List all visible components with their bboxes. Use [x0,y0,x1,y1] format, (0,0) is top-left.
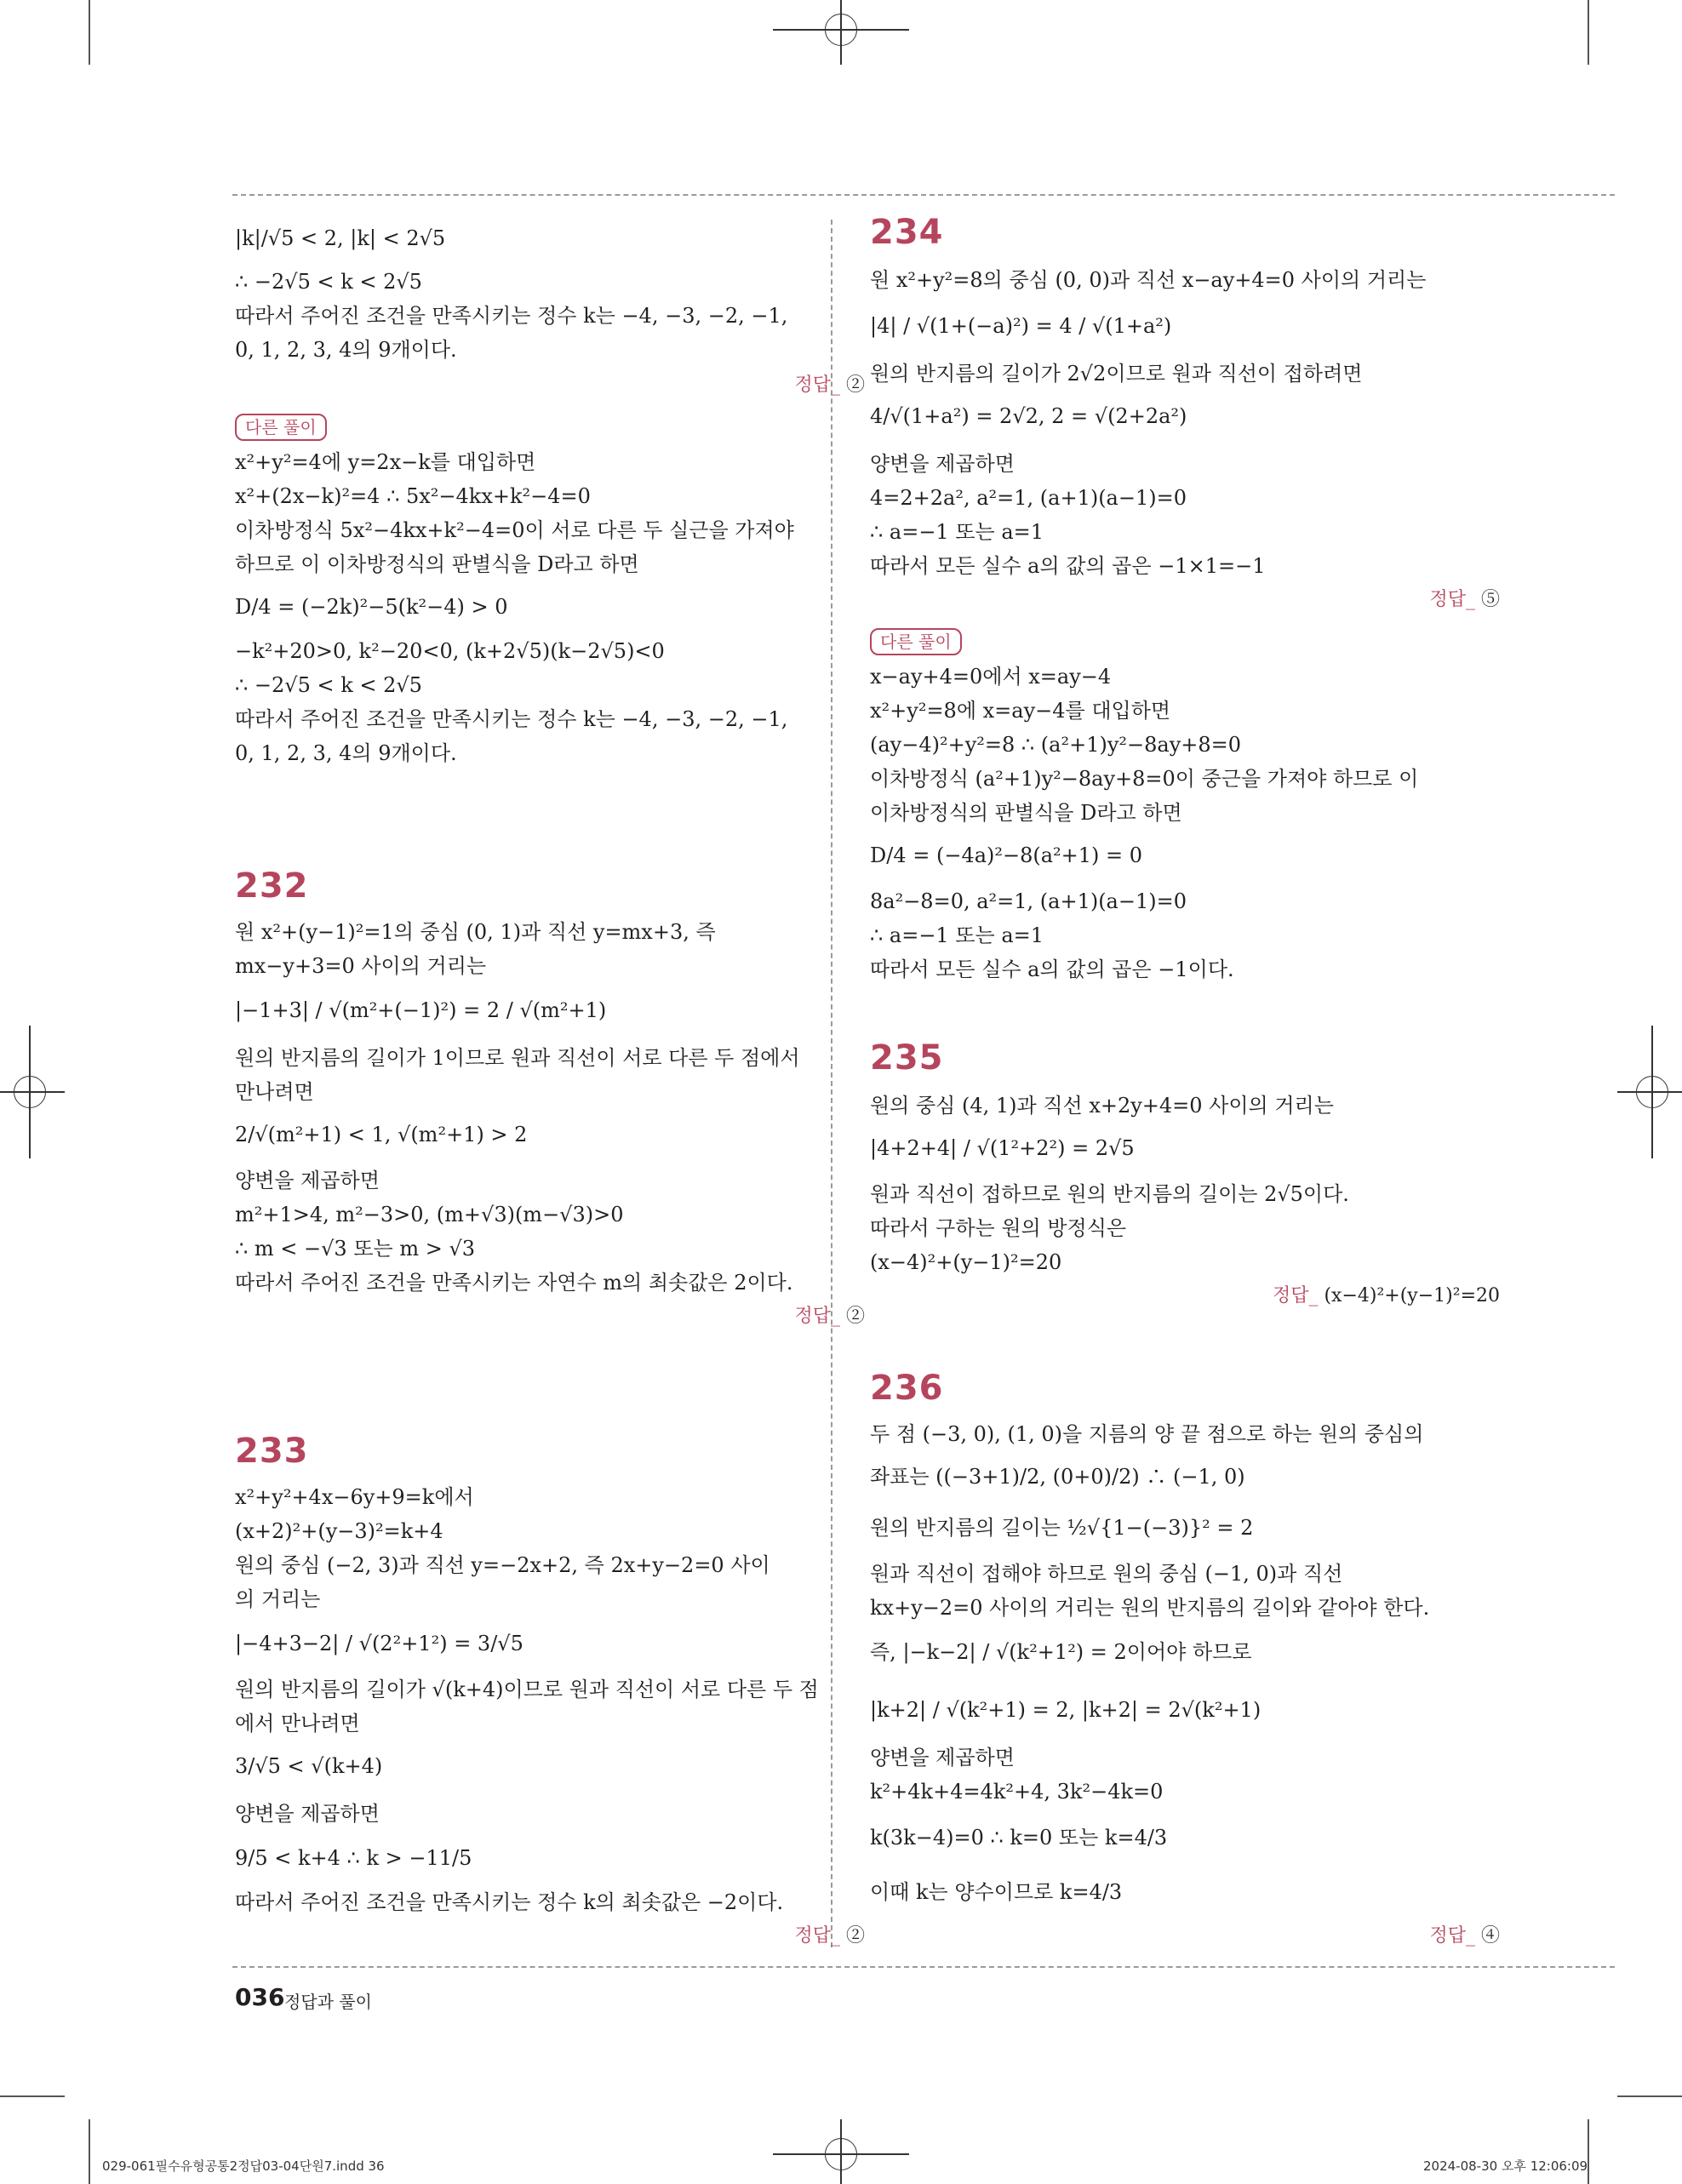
crop-mark [89,0,90,65]
alternative-solution-badge: 다른 풀이 [870,628,962,655]
text-line: 따라서 모든 실수 a의 값의 곱은 −1×1=−1 [870,554,1266,578]
math-line: |4+2+4| / √(1²+2²) = 2√5 [870,1136,1135,1160]
math-line: 4=2+2a², a²=1, (a+1)(a−1)=0 [870,486,1187,510]
text-line: 따라서 주어진 조건을 만족시키는 정수 k의 최솟값은 −2이다. [235,1890,784,1914]
text-line: 이차방정식 (a²+1)y²−8ay+8=0이 중근을 가져야 하므로 이 [870,767,1419,791]
math-line: (ay−4)²+y²=8 ∴ (a²+1)y²−8ay+8=0 [870,733,1242,757]
top-divider [232,194,1615,196]
page-footer-title: 정답과 풀이 [284,1992,372,2012]
page-number: 036 [235,1983,285,2011]
text-line: 원과 직선이 접하므로 원의 반지름의 길이는 2√5이다. [870,1182,1349,1206]
math-line: 8a²−8=0, a²=1, (a+1)(a−1)=0 [870,889,1187,913]
text-line: 원의 중심 (4, 1)과 직선 x+2y+4=0 사이의 거리는 [870,1094,1334,1118]
text-line: 원의 반지름의 길이가 2√2이므로 원과 직선이 접하려면 [870,362,1363,386]
math-line: |−1+3| / √(m²+(−1)²) = 2 / √(m²+1) [235,998,607,1022]
text-line: 따라서 주어진 조건을 만족시키는 자연수 m의 최솟값은 2이다. [235,1271,793,1295]
text-line: 원의 중심 (−2, 3)과 직선 y=−2x+2, 즉 2x+y−2=0 사이 [235,1553,770,1577]
problem-number-235: 235 [870,1038,944,1078]
math-line: ∴ a=−1 또는 a=1 [870,520,1044,544]
text-line: 양변을 제곱하면 [870,452,1015,476]
problem-number-236: 236 [870,1369,944,1408]
math-line: ∴ −2√5 < k < 2√5 [235,673,422,697]
text-line: mx−y+3=0 사이의 거리는 [235,954,487,978]
answer-236: 정답_ ④ [1429,1925,1500,1947]
math-line: x−ay+4=0에서 x=ay−4 [870,665,1112,689]
crop-mark [1588,0,1589,65]
text-line: 따라서 주어진 조건을 만족시키는 정수 k는 −4, −3, −2, −1, [235,707,788,731]
math-line: m²+1>4, m²−3>0, (m+√3)(m−√3)>0 [235,1203,624,1226]
math-line: ∴ −2√5 < k < 2√5 [235,270,422,294]
text-line: 원 x²+y²=8의 중심 (0, 0)과 직선 x−ay+4=0 사이의 거리는 [870,268,1427,292]
math-line: 원의 반지름의 길이는 ½√{1−(−3)}² = 2 [870,1516,1254,1540]
math-line: |k+2| / √(k²+1) = 2, |k+2| = 2√(k²+1) [870,1698,1262,1722]
text-line: 따라서 주어진 조건을 만족시키는 정수 k는 −4, −3, −2, −1, [235,304,788,328]
text-line: 이차방정식 5x²−4kx+k²−4=0이 서로 다른 두 실근을 가져야 [235,518,794,542]
math-line: ∴ m < −√3 또는 m > √3 [235,1237,476,1261]
problem-number-234: 234 [870,213,944,252]
text-line: 양변을 제곱하면 [235,1802,380,1826]
text-line: 원의 반지름의 길이가 1이므로 원과 직선이 서로 다른 두 점에서 [235,1046,800,1070]
text-line: 이차방정식의 판별식을 D라고 하면 [870,801,1182,825]
math-line: ∴ a=−1 또는 a=1 [870,923,1044,947]
text-line: 두 점 (−3, 0), (1, 0)을 지름의 양 끝 점으로 하는 원의 중심의 [870,1422,1424,1446]
left-column [235,213,865,1949]
math-line: (x−4)²+(y−1)²=20 [870,1250,1062,1274]
math-line: 2/√(m²+1) < 1, √(m²+1) > 2 [235,1123,528,1146]
answer-231: 정답_ ② [794,374,865,396]
problem-number-232: 232 [235,866,309,906]
math-line: x²+y²+4x−6y+9=k에서 [235,1485,474,1509]
math-line: −k²+20>0, k²−20<0, (k+2√5)(k−2√5)<0 [235,639,665,663]
math-line: 좌표는 ((−3+1)/2, (0+0)/2) ∴ (−1, 0) [870,1465,1245,1489]
answer-235: 정답_ (x−4)²+(y−1)²=20 [1272,1285,1500,1306]
math-line: (x+2)²+(y−3)²=k+4 [235,1519,443,1543]
math-line: x²+(2x−k)²=4 ∴ 5x²−4kx+k²−4=0 [235,484,591,508]
crop-mark [0,2095,65,2097]
text-line: 0, 1, 2, 3, 4의 9개이다. [235,338,457,362]
math-line: k(3k−4)=0 ∴ k=0 또는 k=4/3 [870,1826,1168,1850]
text-line: 원 x²+(y−1)²=1의 중심 (0, 1)과 직선 y=mx+3, 즉 [235,920,716,944]
text-line: 에서 만나려면 [235,1712,360,1735]
math-line: |−4+3−2| / √(2²+1²) = 3/√5 [235,1632,523,1655]
text-line: 따라서 구하는 원의 방정식은 [870,1216,1127,1240]
math-line: 9/5 < k+4 ∴ k > −11/5 [235,1846,472,1870]
text-line: 의 거리는 [235,1587,321,1611]
crop-mark [89,2119,90,2184]
right-column [870,213,1500,1949]
math-line: D/4 = (−4a)²−8(a²+1) = 0 [870,843,1143,867]
text-line: 원과 직선이 접해야 하므로 원의 중심 (−1, 0)과 직선 [870,1562,1343,1586]
math-line: 3/√5 < √(k+4) [235,1754,383,1778]
text-line: 하므로 이 이차방정식의 판별식을 D라고 하면 [235,552,639,576]
math-line: D/4 = (−2k)²−5(k²−4) > 0 [235,595,508,619]
slug-date: 2024-08-30 오후 12:06:09 [1423,2158,1588,2174]
math-line: x²+y²=8에 x=ay−4를 대입하면 [870,699,1171,723]
alternative-solution-badge: 다른 풀이 [235,414,327,441]
bottom-divider [232,1966,1615,1968]
crop-mark [1617,2095,1682,2097]
math-line: x²+y²=4에 y=2x−k를 대입하면 [235,450,536,474]
text-line: 따라서 모든 실수 a의 값의 곱은 −1이다. [870,958,1234,981]
text-line: 양변을 제곱하면 [235,1169,380,1192]
math-line: k²+4k+4=4k²+4, 3k²−4k=0 [870,1780,1164,1804]
crop-mark [1588,2119,1589,2184]
text-line: 이때 k는 양수이므로 k=4/3 [870,1880,1123,1904]
text-line: 원의 반지름의 길이가 √(k+4)이므로 원과 직선이 서로 다른 두 점 [235,1678,819,1701]
text-line: kx+y−2=0 사이의 거리는 원의 반지름의 길이와 같아야 한다. [870,1596,1430,1620]
math-line: 4/√(1+a²) = 2√2, 2 = √(2+2a²) [870,404,1187,428]
text-line: 0, 1, 2, 3, 4의 9개이다. [235,741,457,765]
answer-234: 정답_ ⑤ [1429,589,1500,610]
math-line: |4| / √(1+(−a)²) = 4 / √(1+a²) [870,314,1172,338]
math-line: |k|/√5 < 2, |k| < 2√5 [235,226,446,250]
slug-filename: 029-061필수유형공통2정답03-04단원7.indd 36 [102,2158,385,2174]
problem-number-233: 233 [235,1432,309,1471]
answer-232: 정답_ ② [794,1306,865,1327]
text-line: 양변을 제곱하면 [870,1746,1015,1769]
text-line: 만나려면 [235,1080,314,1104]
math-line: 즉, |−k−2| / √(k²+1²) = 2이어야 하므로 [870,1640,1252,1664]
answer-233: 정답_ ② [794,1925,865,1947]
